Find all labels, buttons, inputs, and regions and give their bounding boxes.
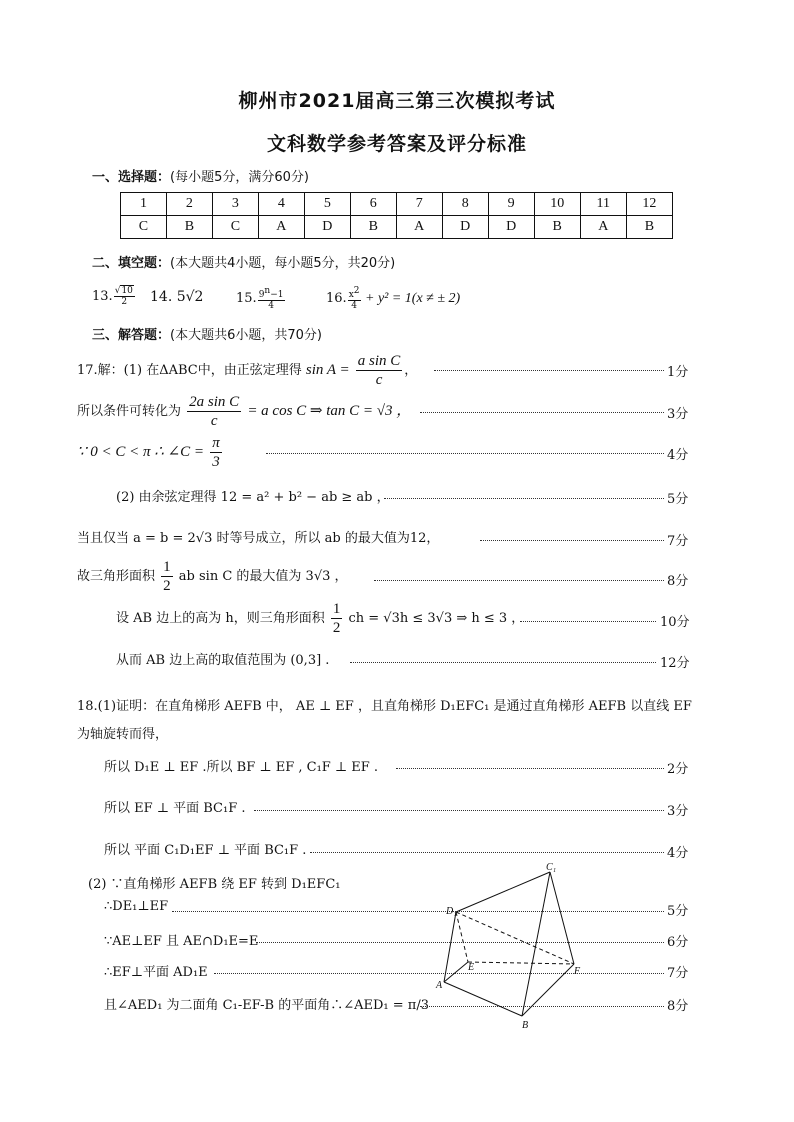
table-cell: A: [258, 216, 304, 239]
table-cell: 3: [212, 193, 258, 216]
dot-leader: [384, 498, 664, 499]
q17-line-2: [77, 393, 411, 430]
q18-line-2: 所以 D₁E ⊥ EF .所以 BF ⊥ EF , C₁F ⊥ EF .: [104, 760, 379, 775]
table-cell: C: [121, 216, 167, 239]
section-choice: [92, 166, 309, 185]
fill-answers: [92, 286, 136, 307]
q17-fraction-1: $\frac{\text{a sin C}}{c}$: [357, 353, 401, 388]
dot-leader: [266, 453, 664, 454]
score-label: 5分: [667, 904, 689, 919]
table-cell: A: [580, 216, 626, 239]
q17-fraction-4: $\frac{1}{2}$: [163, 559, 171, 594]
table-cell: 2: [166, 193, 212, 216]
label-f: F: [574, 966, 581, 977]
dot-leader: [172, 911, 664, 912]
score-label: 12分: [660, 656, 690, 671]
dot-leader: [480, 540, 664, 541]
page-subtitle: 文科数学参考答案及评分标准: [266, 133, 527, 155]
score-label: 7分: [667, 966, 689, 981]
section-solve-note: (本大题共6小题，共70分): [170, 328, 322, 343]
table-row-numbers: [121, 193, 673, 216]
dot-leader: [420, 412, 664, 413]
score-label: 5分: [667, 492, 689, 507]
table-cell: 10: [534, 193, 580, 216]
table-cell: 9: [488, 193, 534, 216]
q17-fraction-2: $\frac{\text{2a sin C}}{c}$: [189, 394, 240, 429]
score-label: 3分: [667, 804, 689, 819]
edge-e-f: [468, 962, 574, 964]
score-label: 4分: [667, 448, 689, 463]
section-fill-note: (本大题共4小题，每小题5分，共20分): [170, 256, 396, 271]
section-fill-heading: 二、填空题：: [92, 256, 171, 271]
dot-leader: [350, 662, 656, 663]
table-cell: B: [350, 216, 396, 239]
q18-line-5: (2) ∵直角梯形 AEFB 绕 EF 转到 D₁EFC₁: [88, 877, 341, 892]
section-fill: [92, 252, 395, 271]
score-label: 7分: [667, 534, 689, 549]
edge-c1-b: [522, 872, 550, 1016]
table-cell: B: [626, 216, 672, 239]
table-cell: B: [534, 216, 580, 239]
table-cell: 1: [121, 193, 167, 216]
score-label: 6分: [667, 935, 689, 950]
label-a: A: [436, 980, 443, 991]
q18-line-9: 且∠AED₁ 为二面角 C₁-EF-B 的平面角∴∠AED₁ = π/3: [104, 998, 429, 1013]
answer-16-label: 16.: [326, 291, 347, 306]
q17-line-3: [77, 434, 224, 471]
q17-line-3-eq: ∵ 0 < C < π ∴ ∠C =: [77, 444, 205, 460]
edge-c1-d1: [456, 872, 550, 912]
table-cell: 6: [350, 193, 396, 216]
q17-line-2-eq: = a cos C ⇒ tan C = √3 ，: [247, 403, 412, 419]
q17-line-6: [77, 558, 348, 595]
q17-line-6-text: 故三角形面积: [77, 569, 156, 584]
answer-13-fraction: $\frac{√10}{2}$: [114, 286, 133, 307]
section-solve: [92, 324, 322, 343]
edge-d1-a: [444, 912, 456, 982]
q17-line-2-text: 所以条件可转化为: [77, 404, 182, 419]
page-title: 柳州市2021届高三第三次模拟考试: [238, 90, 556, 112]
q18-line-7: ∵AE⊥EF 且 AE∩D₁E=E: [104, 934, 259, 949]
table-cell: 11: [580, 193, 626, 216]
score-label: 8分: [667, 574, 689, 589]
edge-c1-f: [550, 872, 574, 964]
table-cell: 7: [396, 193, 442, 216]
answer-15: [236, 286, 286, 311]
answer-16-fraction: $\frac{x^2}{4}$: [348, 286, 360, 311]
label-e: E: [468, 962, 475, 973]
q18-line-6: ∴DE₁⊥EF: [104, 899, 169, 914]
answer-13-label: 13.: [92, 289, 113, 304]
table-cell: C: [212, 216, 258, 239]
answer-table: [120, 192, 673, 239]
answer-14: 14. 5√2: [150, 289, 204, 305]
score-label: 3分: [667, 407, 689, 422]
q17-line-1: 17.解：(1) 在ΔABC中，由正弦定理得 sin A = $\frac{\text{a sin C}}{c}$ ，: [77, 353, 418, 388]
q18-line-8: ∴EF⊥平面 AD₁E: [104, 965, 208, 980]
q17-fraction-3: $\frac{\pi}{3}$: [212, 435, 220, 470]
section-choice-note: (每小题5分，满分60分): [170, 170, 309, 185]
section-choice-heading: 一、选择题：: [92, 170, 171, 185]
table-cell: 5: [304, 193, 350, 216]
answer-16: 16. $\frac{x^2}{4}$ + y² = 1(x ≠ ± 2): [326, 286, 461, 311]
label-c1: C₁: [546, 862, 557, 873]
q17-line-4: (2) 由余弦定理得 12 = a² + b² − ab ≥ ab ，: [116, 490, 390, 505]
score-label: 10分: [660, 615, 690, 630]
score-label: 2分: [667, 762, 689, 777]
q17-line-5: 当且仅当 a = b = 2√3 时等号成立，所以 ab 的最大值为12，: [77, 531, 440, 546]
edge-a-b: [444, 982, 522, 1016]
dot-leader: [434, 370, 664, 371]
table-cell: 12: [626, 193, 672, 216]
q17-line-1-text: 17.解：(1) 在ΔABC中，由正弦定理得: [77, 363, 302, 378]
section-solve-heading: 三、解答题：: [92, 328, 171, 343]
q17-line-7-text: 设 AB 边上的高为 h，则三角形面积: [116, 611, 325, 626]
dot-leader: [374, 580, 664, 581]
q17-fraction-5: $\frac{1}{2}$: [332, 601, 341, 636]
edge-a-e: [444, 962, 468, 982]
table-cell: D: [304, 216, 350, 239]
q17-line-8: 从而 AB 边上高的取值范围为 (0,3] .: [116, 653, 330, 668]
table-cell: 8: [442, 193, 488, 216]
geometry-figure: [430, 862, 590, 1032]
answer-15-label: 15.: [236, 291, 257, 306]
answer-15-fraction: $\frac{9^n-1}{4}$: [258, 286, 284, 311]
dot-leader: [310, 852, 664, 853]
q17-line-7-eq: ch = √3h ≤ 3√3 ⇒ h ≤ 3 ，: [348, 611, 525, 626]
dot-leader: [520, 621, 656, 622]
score-label: 1分: [667, 365, 689, 380]
label-b: B: [522, 1020, 529, 1031]
table-cell: 4: [258, 193, 304, 216]
table-cell: B: [166, 216, 212, 239]
q18-line-3: 所以 EF ⊥ 平面 BC₁F .: [104, 801, 246, 816]
score-label: 4分: [667, 846, 689, 861]
table-cell: D: [442, 216, 488, 239]
q18-line-1b: 为轴旋转而得，: [77, 727, 169, 742]
q18-line-1: 18.(1)证明：在直角梯形 AEFB 中， AE ⊥ EF ，且直角梯形 D₁EFC₁ 是通过直角梯形 AEFB 以直线 EF: [77, 699, 692, 714]
q18-line-4: 所以 平面 C₁D₁EF ⊥ 平面 BC₁F .: [104, 843, 307, 858]
dot-leader: [396, 768, 664, 769]
edge-d1-f: [456, 912, 574, 964]
dot-leader: [254, 810, 664, 811]
table-cell: A: [396, 216, 442, 239]
table-cell: D: [488, 216, 534, 239]
q17-line-1-eq: sin A =: [305, 362, 350, 378]
q17-line-6-eq: ab sin C 的最大值为 3√3 ，: [178, 569, 348, 584]
edge-d1-e: [456, 912, 468, 962]
table-row-answers: [121, 216, 673, 239]
score-label: 8分: [667, 999, 689, 1014]
label-d1: D₁: [446, 906, 457, 917]
q17-line-7: [116, 600, 524, 637]
edge-b-f: [522, 964, 574, 1016]
